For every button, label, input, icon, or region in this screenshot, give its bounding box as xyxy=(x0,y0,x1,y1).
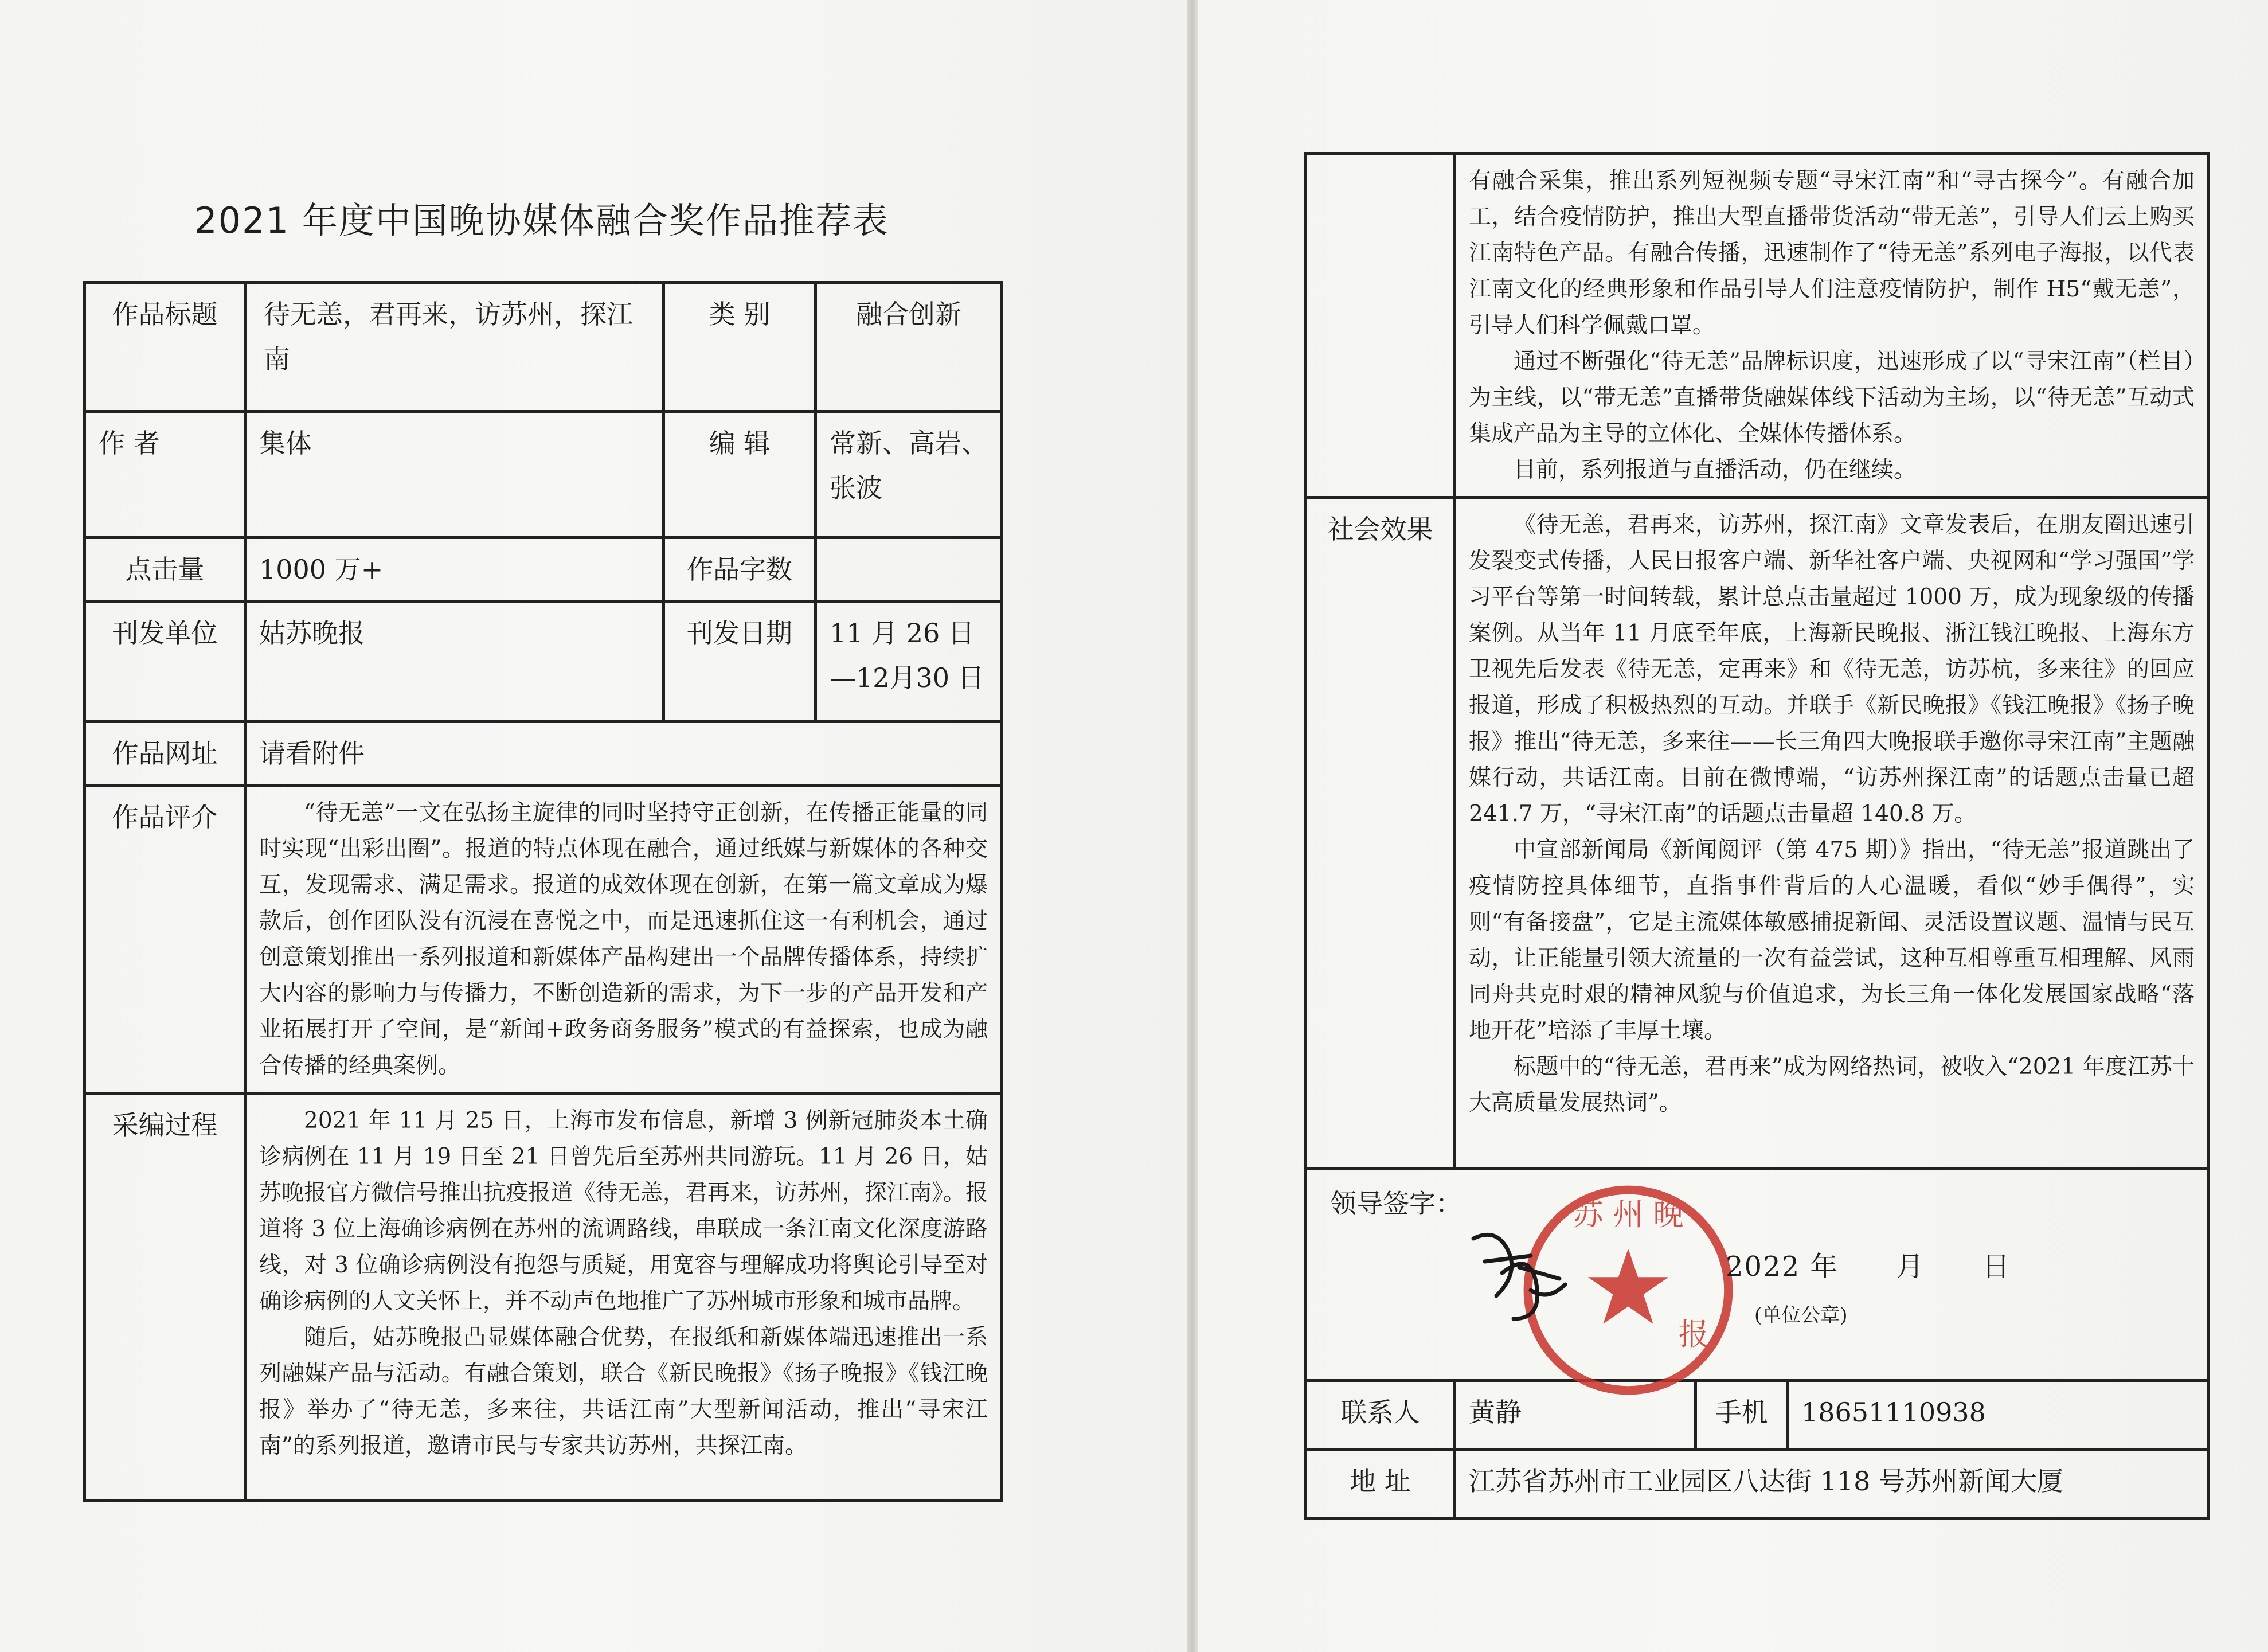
category-value: 融合创新 xyxy=(816,283,1002,412)
url-label: 作品网址 xyxy=(85,722,245,786)
editor-value: 常新、高岩、张波 xyxy=(816,412,1002,538)
title-value: 待无恙，君再来，访苏州，探江南 xyxy=(245,283,664,412)
pubdate-label: 刊发日期 xyxy=(664,602,816,722)
pubdate-value: 11 月 26 日—12月30 日 xyxy=(816,602,1002,722)
publisher-value: 姑苏晚报 xyxy=(245,602,664,722)
process-cell xyxy=(245,1093,1002,1501)
process-continued-text: 有融合采集，推出系列短视频专题“寻宋江南”和“寻古探今”。有融合加工，结合疫情防护，推出大型直播带货活动“带无恙”，引导人们云上购买江南特色产品。有融合传播，迅速制作了“待无恙”系列电子海报，以代表江南文化的经典形象和作品引导人们注意疫情防护，制作 H5“戴无恙”，引导人们科学佩戴口罩。 xyxy=(1469,168,2195,338)
clicks-label: 点击量 xyxy=(85,538,245,602)
review-text: “待无恙”一文在弘扬主旋律的同时坚持守正创新，在传播正能量的同时实现“出彩出圈”。报道的特点体现在融合，通过纸媒与新媒体的各种交互，发现需求、满足需求。报道的成效体现在创新，在第一篇文章成为爆款后，创作团队没有沉浸在喜悦之中，而是迅速抓住这一有利机会，通过创意策划推出一系列报道和新媒体产品构建出一个品牌传播体系，持续扩大内容的影响力与传播力，不断创造新的需求，为下一步的产品开发和产业拓展打开了空间，是“新闻+政务商务服务”模式的有益探索，也成为融合传播的经典案例。 xyxy=(259,800,988,1079)
process-paragraph-3: 通过不断强化“待无恙”品牌标识度，迅速形成了以“寻宋江南”（栏目）为主线，以“带无恙”直播带货融媒体线下活动为主场，以“待无恙”互动式集成产品为主导的立体化、全媒体传播体系。 xyxy=(1469,349,2195,447)
process-paragraph-2: 随后，姑苏晚报凸显媒体融合优势，在报纸和新媒体端迅速推出一系列融媒产品与活动。有融合策划，联合《新民晚报》《扬子晚报》《钱江晚报》举办了“待无恙，多来往，共话江南”大型新闻活动，推出“寻宋江南”的系列报道，邀请市民与专家共访苏州，共探江南。 xyxy=(259,1325,988,1459)
process-paragraph-4: 目前，系列报道与直播活动，仍在继续。 xyxy=(1514,457,1917,483)
effect-cell xyxy=(1455,498,2209,1169)
editor-label: 编 辑 xyxy=(664,412,816,538)
review-cell xyxy=(245,786,1002,1093)
author-label: 作 者 xyxy=(85,412,245,538)
effect-paragraph-1: 《待无恙，君再来，访苏州，探江南》文章发表后，在朋友圈迅速引发裂变式传播，人民日报客户端、新华社客户端、央视网和“学习强国”学习平台等第一时间转载，累计总点击量超过 1000 万，成为现象级的传播案例。从当年 11 月底至年底，上海新民晚报、浙江钱江晚报、上海东方卫视先后发表《待无恙，定再来》和《待无恙，访苏杭，多来往》的回应报道，形成了积极热烈的互动。并联手《新民晚报》《钱江晚报》《扬子晚报》推出“待无恙，多来往——长三角四大晚报联手邀你寻宋江南”主题融媒行动，共话江南。目前在微博端，“访苏州探江南”的话题点击量已超 241.7 万，“寻宋江南”的话题点击量超 140.8 万。 xyxy=(1469,512,2195,827)
leader-signature-label: 领导签字： xyxy=(1330,1188,1462,1219)
signature-date: 2022 年 月 日 xyxy=(1726,1251,2011,1283)
contact-value: 黄静 xyxy=(1455,1381,1696,1450)
address-value: 江苏省苏州市工业园区八达街 118 号苏州新闻大厦 xyxy=(1455,1450,2209,1518)
left-form-table xyxy=(83,281,1003,1502)
clicks-value: 1000 万+ xyxy=(245,538,664,602)
right-form-table xyxy=(1304,152,2210,1520)
process-label-continued xyxy=(1306,154,1455,498)
wordcount-label: 作品字数 xyxy=(664,538,816,602)
signature-cell xyxy=(1306,1169,2209,1381)
effect-paragraph-2: 中宣部新闻局《新闻阅评（第 475 期）》指出，“待无恙”报道跳出了疫情防控具体细节，直指事件背后的人心温暖，看似“妙手偶得”，实则“有备接盘”，它是主流媒体敏感捕捉新闻、灵活设置议题、温情与民互动，让正能量引领大流量的一次有益尝试，这种互相尊重互相理解、风雨同舟共克时艰的精神风貌与价值追求，为长三角一体化发展国家战略“落地开花”培添了丰厚土壤。 xyxy=(1469,837,2195,1044)
address-label: 地 址 xyxy=(1306,1450,1455,1518)
document-title: 2021 年度中国晚协媒体融合奖作品推荐表 xyxy=(194,200,889,241)
effect-paragraph-3: 标题中的“待无恙，君再来”成为网络热词，被收入“2021 年度江苏十大高质量发展热词”。 xyxy=(1469,1054,2195,1116)
category-label: 类 别 xyxy=(664,283,816,412)
svg-text:苏 州 晚: 苏 州 晚 xyxy=(1573,1197,1684,1232)
process-label: 采编过程 xyxy=(85,1093,245,1501)
contact-label: 联系人 xyxy=(1306,1381,1455,1450)
handwritten-signature xyxy=(1462,1216,1577,1330)
page-fold xyxy=(1187,0,1198,1652)
effect-label: 社会效果 xyxy=(1306,498,1455,1169)
review-label: 作品评介 xyxy=(85,786,245,1093)
publisher-label: 刊发单位 xyxy=(85,602,245,722)
process-paragraph-1: 2021 年 11 月 25 日，上海市发布信息，新增 3 例新冠肺炎本土确诊病例在 11 月 19 日至 21 日曾先后至苏州共同游玩。11 月 26 日，姑苏晚报官方微信号推出抗疫报道《待无恙，君再来，访苏州，探江南》。报道将 3 位上海确诊病例在苏州的流调路线，串联成一条江南文化深度游路线，对 3 位确诊病例没有抱怨与质疑，用宽容与理解成功将舆论引导至对确诊病例的人文关怀上，并不动声色地推广了苏州城市形象和城市品牌。 xyxy=(259,1108,988,1314)
title-label: 作品标题 xyxy=(85,283,245,412)
phone-value: 18651110938 xyxy=(1788,1381,2209,1450)
svg-text:报: 报 xyxy=(1678,1317,1709,1352)
phone-label: 手机 xyxy=(1696,1381,1788,1450)
url-value: 请看附件 xyxy=(245,722,1002,786)
author-value: 集体 xyxy=(245,412,664,538)
unit-seal-note: (单位公章) xyxy=(1754,1304,1848,1327)
wordcount-value xyxy=(816,538,1002,602)
process-continued-cell xyxy=(1455,154,2209,498)
